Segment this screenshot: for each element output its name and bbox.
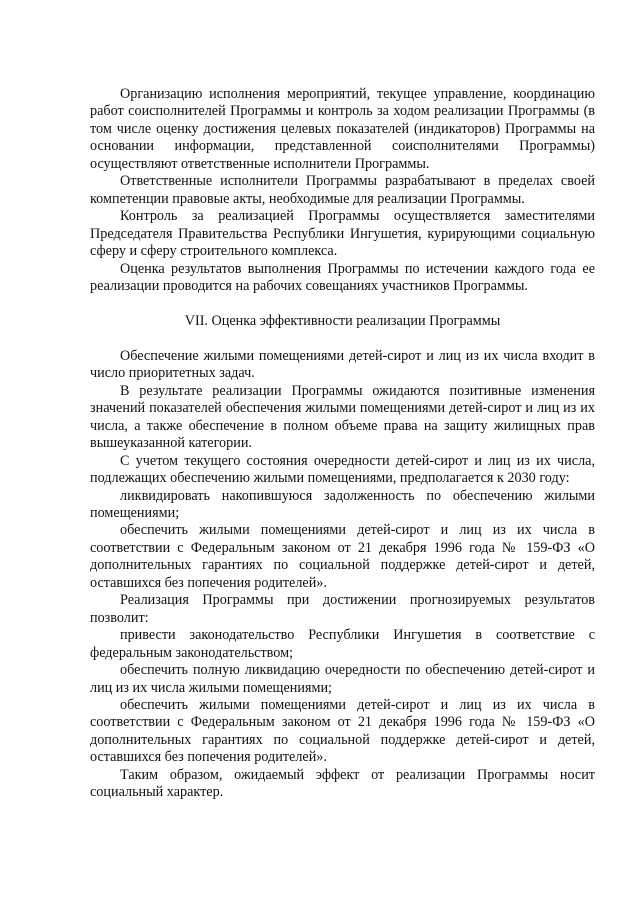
list-item: ликвидировать накопившуюся задолженность по обеспечению жилыми помещениями; (90, 487, 595, 521)
paragraph: С учетом текущего состояния очередности детей-сирот и лиц из их числа, подлежащих обеспечению жилыми помещениями, предполагается к 2030 году: (90, 452, 595, 487)
list-item: обеспечить полную ликвидацию очередности по обеспечению детей-сирот и лиц из их числа жилыми помещениями; (90, 662, 595, 696)
section-heading: VII. Оценка эффективности реализации Программы (184, 312, 501, 329)
paragraph: Ответственные исполнители Программы разрабатывают в пределах своей компетенции правовые акты, необходимые для реализации Программы. (90, 173, 595, 207)
paragraph: Оценка результатов выполнения Программы по истечении каждого года ее реализации проводится на рабочих совещаниях участников Программы. (90, 260, 595, 294)
list-item: обеспечить жилыми помещениями детей-сирот и лиц из их числа в соответствии с Федеральным законом от 21 декабря 1996 года № 159-ФЗ «О дополнительных гарантиях по социальной поддержке детей-сирот и детей, оставшихся без попечения родителей». (90, 522, 595, 591)
paragraph: Таким образом, ожидаемый эффект от реализации Программы носит социальный характер. (90, 766, 595, 801)
paragraph: Реализация Программы при достижении прогнозируемых результатов позволит: (90, 592, 595, 626)
list-item: обеспечить жилыми помещениями детей-сирот и лиц из их числа в соответствии с Федеральным законом от 21 декабря 1996 года № 159-ФЗ «О дополнительных гарантиях по социальной поддержке детей-сирот и детей, оставшихся без попечения родителей». (90, 696, 595, 766)
paragraph: Организацию исполнения мероприятий, текущее управление, координацию работ соисполнителей Программы и контроль за ходом реализации Программы (в том числе оценку достижения целевых показателей (индикаторов) Программы на основании информации, представленной соисполнителями Программы) осуществляют ответственные исполнители Программы. (90, 86, 595, 172)
paragraph: В результате реализации Программы ожидаются позитивные изменения значений показателей обеспечения жилыми помещениями детей-сирот и лиц из их числа, а также обеспечение в полном объеме права на защиту жилищных прав вышеуказанной категории. (90, 382, 595, 452)
list-item: привести законодательство Республики Ингушетия в соответствие с федеральным законодательством; (90, 627, 595, 661)
document-page (90, 86, 595, 802)
paragraph: Обеспечение жилыми помещениями детей-сирот и лиц из их числа входит в число приоритетных задач. (90, 347, 595, 382)
paragraph: Контроль за реализацией Программы осуществляется заместителями Председателя Правительства Республики Ингушетия, курирующими социальную сферу и сферу строительного комплекса. (90, 208, 595, 260)
